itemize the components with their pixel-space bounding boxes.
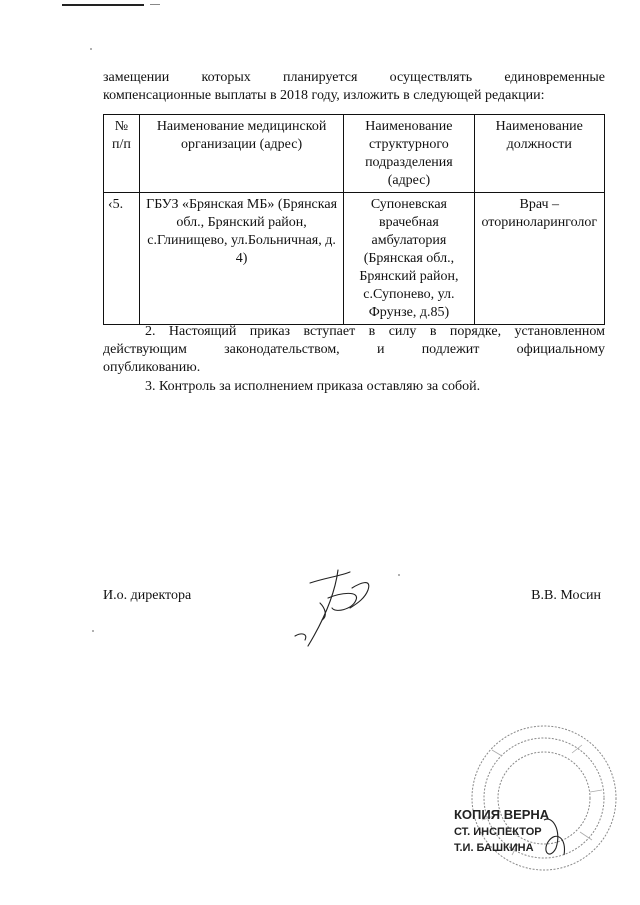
intro-word: единовременные <box>504 70 605 85</box>
signer-position: И.о. директора <box>103 588 192 603</box>
point-2-word: силу <box>388 324 417 339</box>
stamp-line-3: Т.И. БАШКИНА <box>454 842 534 854</box>
table-row <box>104 193 605 325</box>
cell-department: Супоневская врачебная амбулатория (Брянская обл., Брянский район, с.Супонево, ул. Фрунзе, д.85) <box>344 193 474 325</box>
header-organization: Наименование медицинской организации (адрес) <box>139 115 343 193</box>
point-2-word: официальному <box>516 342 605 357</box>
top-scan-mark-small <box>150 4 160 5</box>
table-header-row <box>104 115 605 193</box>
point-2-word: приказ <box>249 324 291 339</box>
intro-word: планируется <box>282 70 358 85</box>
intro-paragraph <box>103 69 605 105</box>
point-2-paragraph <box>103 323 605 377</box>
point-2-word: установленном <box>514 324 605 339</box>
cell-position: Врач – оториноларинголог <box>474 193 604 325</box>
point-2-word: в <box>429 324 437 339</box>
intro-word: которых <box>201 70 251 85</box>
point-2-word: 2. <box>145 324 156 339</box>
point-2-word: в <box>368 324 376 339</box>
point-2-word: действующим <box>103 342 187 357</box>
stamp-line-2: СТ. ИНСПЕКТОР <box>454 826 542 838</box>
header-position: Наименование должности <box>474 115 604 193</box>
cell-organization: ГБУЗ «Брянская МБ» (Брянская обл., Брянский район, с.Глинищево, ул.Больничная, д. 4) <box>139 193 343 325</box>
point-2-line-3: опубликованию. <box>103 360 201 375</box>
intro-word: замещении <box>103 70 170 85</box>
intro-word: осуществлять <box>389 70 473 85</box>
signer-name: В.В. Мосин <box>531 588 601 603</box>
point-2-word: подлежит <box>421 342 480 357</box>
scan-dot <box>92 630 94 632</box>
point-2-word: и <box>376 342 385 357</box>
intro-line-2: компенсационные выплаты в 2018 году, изложить в следующей редакции: <box>103 88 545 103</box>
point-2-line-1 <box>103 323 605 341</box>
cell-num: ‹5. <box>104 193 140 325</box>
header-department: Наименование структурного подразделения (адрес) <box>344 115 474 193</box>
handwritten-signature <box>280 558 400 658</box>
intro-line-1 <box>103 69 605 87</box>
point-2-word: вступает <box>303 324 356 339</box>
point-3-paragraph: 3. Контроль за исполнением приказа оставляю за собой. <box>145 379 481 394</box>
point-2-word: законодательством, <box>224 342 340 357</box>
point-2-word: порядке, <box>449 324 502 339</box>
positions-table <box>103 114 605 325</box>
top-scan-mark <box>62 4 144 6</box>
certification-stamp <box>452 720 622 885</box>
scan-dot <box>90 48 92 50</box>
stamp-line-1: КОПИЯ ВЕРНА <box>454 807 550 822</box>
point-2-line-2 <box>103 341 605 359</box>
header-num: № п/п <box>104 115 140 193</box>
point-2-word: Настоящий <box>168 324 237 339</box>
